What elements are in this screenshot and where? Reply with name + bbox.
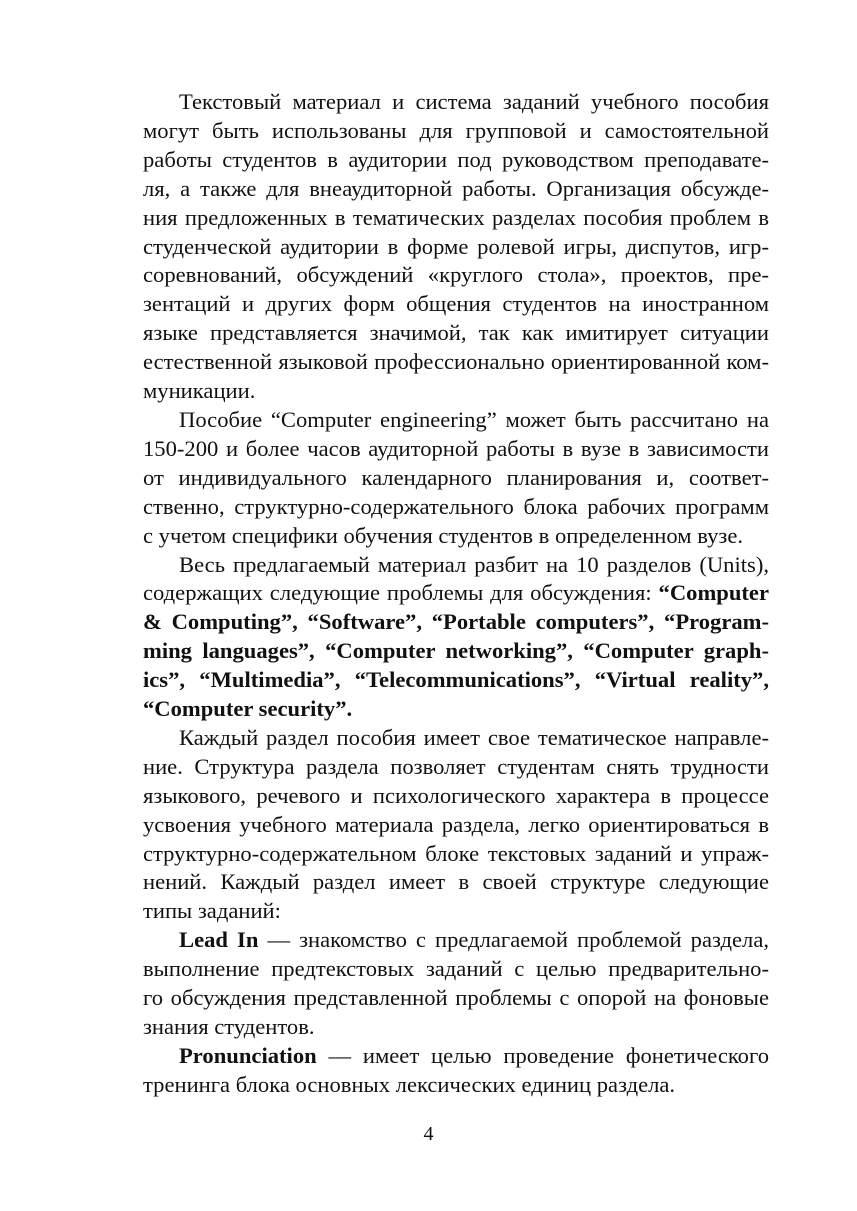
text-line: структурно-содержательном блоке текстовых заданий и упраж- — [143, 840, 769, 866]
text-line — [107, 695, 769, 724]
text-line: го обсуждения представленной проблемы с опорой на фоновые — [143, 985, 769, 1011]
unit-titles-bold: & Computing”, “Software”, “Portable computers”, “Program- — [143, 609, 769, 635]
text-line — [107, 579, 769, 608]
text-line: языке представляется значимой, так как имитирует ситуации — [143, 320, 769, 346]
text-line: Пособие “Computer engineering” может быть рассчитано на — [179, 406, 769, 432]
text-line: Текстовый материал и система заданий учебного пособия — [179, 89, 769, 114]
document-page — [107, 88, 769, 1100]
text-line: усвоения учебного материала раздела, легко ориентироваться в — [143, 811, 769, 837]
text-line — [107, 637, 769, 666]
text-line: ние. Структура раздела позволяет студентам снять трудности — [143, 753, 769, 779]
text-line: ля, а также для внеаудиторной работы. Организация обсужде- — [143, 175, 769, 201]
text-line: работы студентов в аудитории под руководством преподавате- — [143, 146, 769, 172]
text-line — [107, 1042, 769, 1071]
text-line: могут быть использованы для групповой и самостоятельной — [143, 117, 769, 143]
text-line: соревнований, обсуждений «круглого стола», проектов, пре- — [143, 262, 769, 288]
text-line: знания студентов. — [143, 1014, 315, 1039]
text-line: с учетом специфики обучения студентов в определенном вузе. — [143, 522, 744, 548]
text-line: от индивидуального календарного планирования и, соответ- — [143, 464, 769, 490]
text-line: нений. Каждый раздел имеет в своей структуре следующие — [143, 869, 769, 895]
text-line: ственно, структурно-содержательного блока рабочих программ — [143, 493, 769, 519]
term-pronunciation: Pronunciation — [179, 1042, 317, 1068]
text-line: ния предложенных в тематических разделах пособия проблем в — [143, 204, 769, 230]
page-number: 4 — [423, 1123, 434, 1145]
unit-titles-bold: ics”, “Multimedia”, “Telecommunications”, “Virtual reality”, — [143, 667, 769, 693]
text-line — [107, 926, 769, 955]
unit-titles-bold: ming languages”, “Computer networking”, “Computer graph- — [143, 638, 769, 664]
text-line: языкового, речевого и психологического характера в процессе — [143, 782, 769, 808]
text-line: тренинга блока основных лексических единиц раздела. — [143, 1071, 676, 1097]
text-line: 150-200 и более часов аудиторной работы в вузе в зависимости — [143, 435, 769, 461]
term-definition: — имеет целью проведение фонетического — [316, 1042, 769, 1068]
text-line: естественной языковой профессионально ориентированной ком- — [143, 349, 769, 375]
units-intro-text: содержащих следующие проблемы для обсуждения: — [143, 580, 659, 606]
paragraph-intro — [107, 88, 769, 406]
unit-titles-bold: “Computer security”. — [143, 696, 353, 722]
text-line: выполнение предтекстовых заданий с целью предварительно- — [143, 956, 769, 982]
text-line — [107, 666, 769, 695]
text-line: студенческой аудитории в форме ролевой игры, диспутов, игр- — [143, 233, 769, 259]
text-line: зентаций и других форм общения студентов на иностранном — [143, 291, 769, 317]
paragraph-units-list — [107, 551, 769, 724]
text-line: Весь предлагаемый материал разбит на 10 разделов (Units), — [179, 551, 769, 577]
text-line — [107, 608, 769, 637]
text-line: типы заданий: — [143, 898, 281, 924]
text-line: муникации. — [143, 378, 256, 404]
term-lead-in: Lead In — [179, 927, 259, 953]
unit-title-bold: “Computer — [658, 580, 769, 606]
paragraph-lead-in — [107, 926, 769, 1042]
term-definition: — знакомство с предлагаемой проблемой раздела, — [258, 927, 769, 953]
paragraph-course-hours — [107, 406, 769, 551]
paragraph-pronunciation — [107, 1042, 769, 1100]
paragraph-unit-structure — [107, 724, 769, 926]
text-line: Каждый раздел пособия имеет свое тематическое направле- — [179, 724, 769, 750]
